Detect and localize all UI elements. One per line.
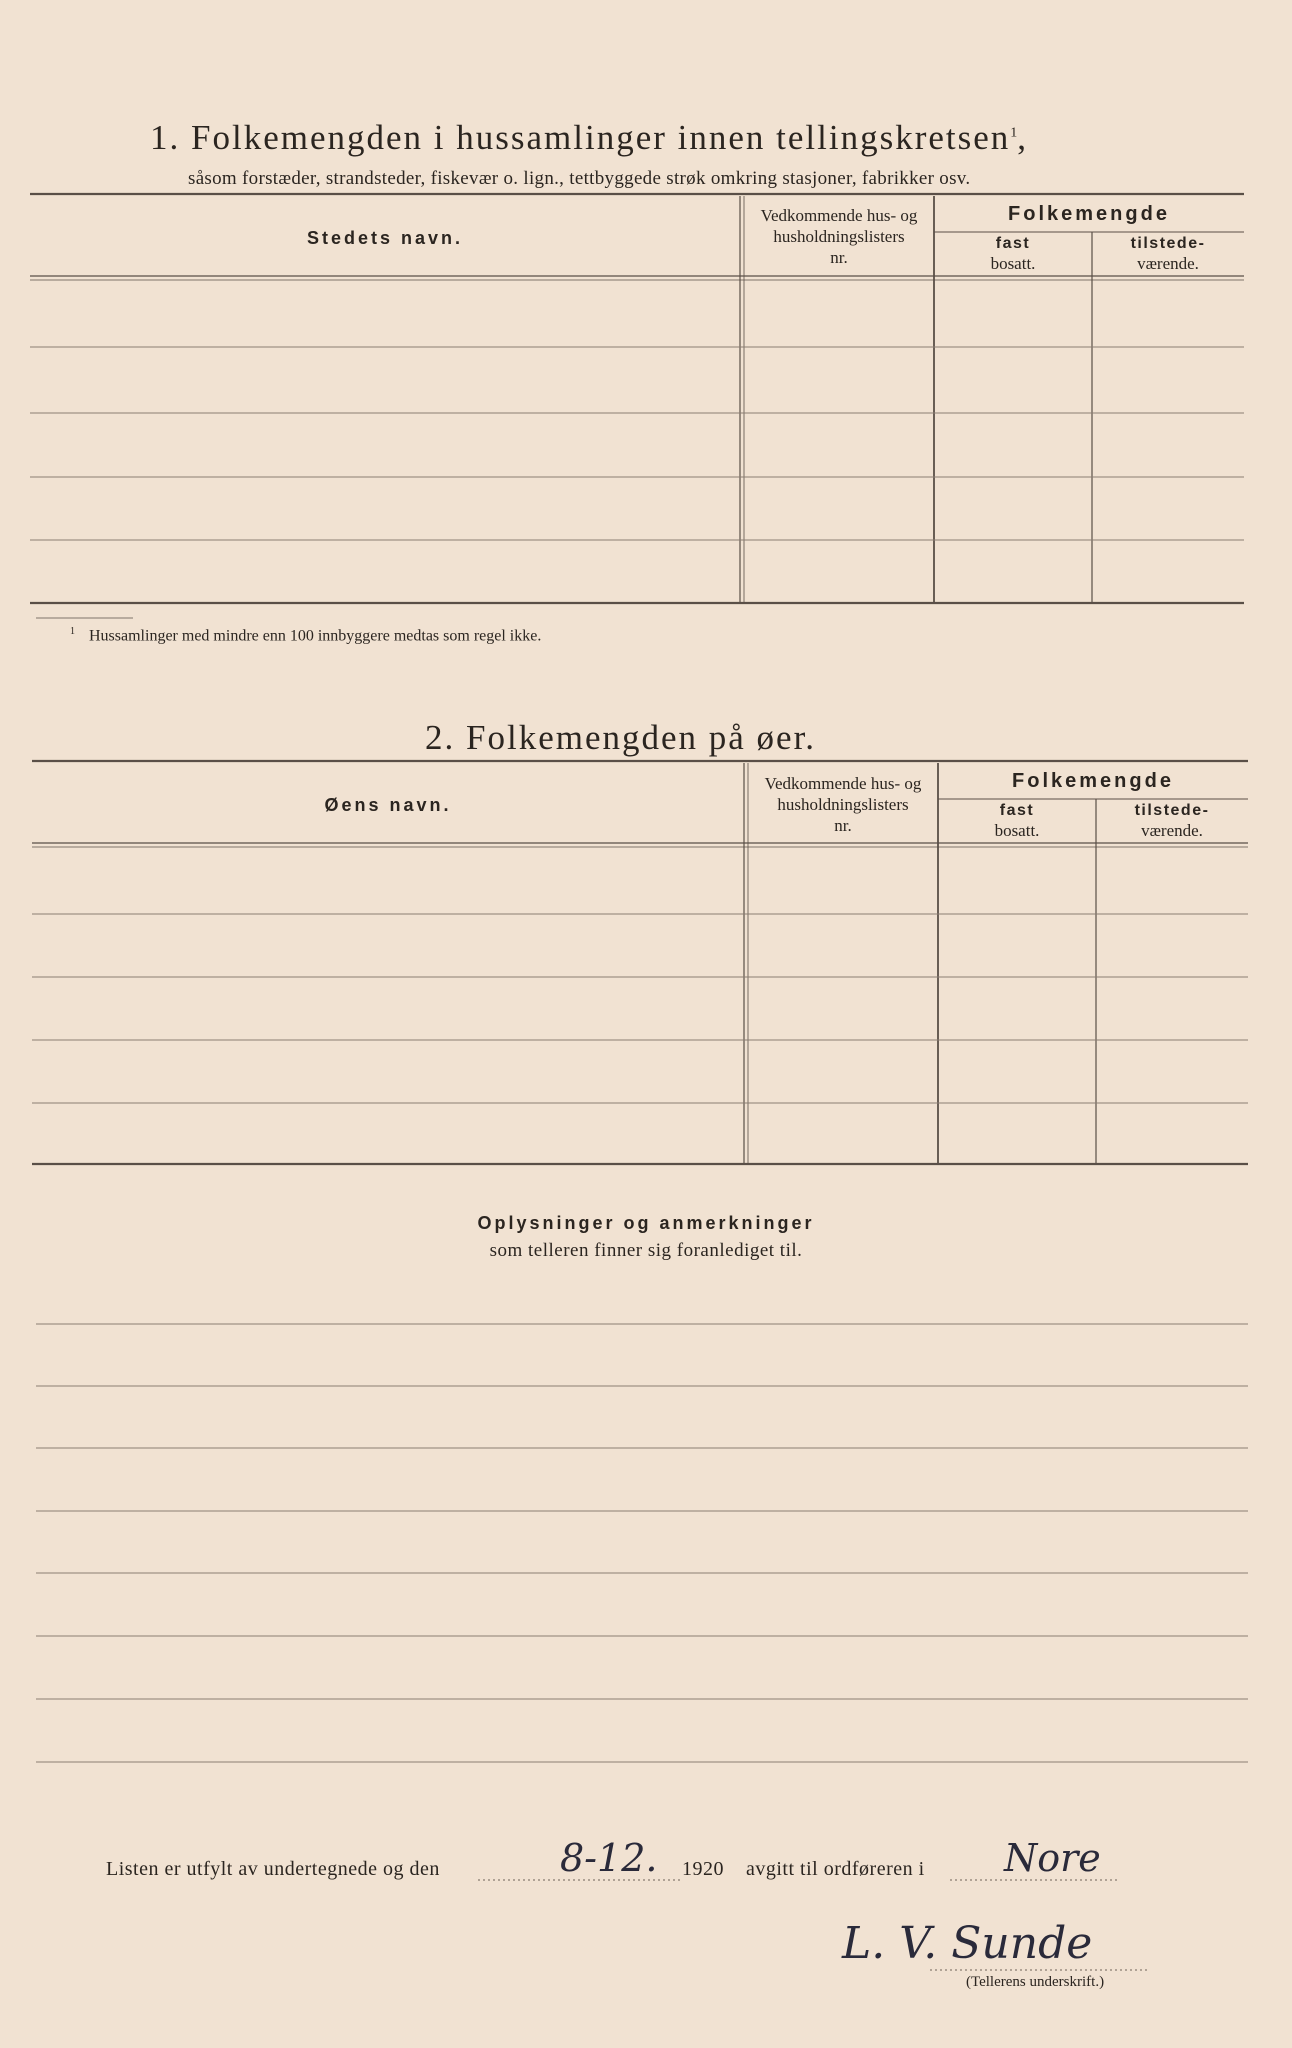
notes-subtitle: som telleren finner sig foranlediget til. [489, 1240, 803, 1261]
section1-title: 1. Folkemengden i hussamlinger innen tellingskretsen$^1$, [150, 118, 1029, 157]
handwritten-date: 8-12. [560, 1836, 658, 1880]
section2-col-island-name: Øens navn. [324, 795, 452, 815]
section2-col-list-number: Vedkommende hus- og husholdningslisters nr. [764, 774, 922, 835]
section1-col-place-name: Stedets navn. [306, 228, 464, 248]
section1-col-list-number: Vedkommende hus- og husholdningslisters nr. [760, 206, 918, 267]
handwritten-place: Nore [1004, 1836, 1101, 1880]
section1-col-resident: fast bosatt. [990, 235, 1036, 273]
handwritten-signature: L. V. Sunde [842, 1918, 1093, 1969]
signature-year: 1920 [682, 1858, 724, 1880]
section1-footnote: $^1$ Hussamlinger med mindre enn 100 innbyggere medtas som regel ikke. [70, 626, 542, 645]
section2-title: 2. Folkemengden på øer. [425, 718, 817, 757]
section2-col-present: tilstede- værende. [1134, 802, 1210, 840]
section1-subtitle: såsom forstæder, strandsteder, fiskevær o. lign., tettbyggede strøk omkring stasjoner, fabrikker osv. [188, 168, 971, 189]
section1-col-present: tilstede- værende. [1130, 235, 1206, 273]
notes-title: Oplysninger og anmerkninger [477, 1213, 815, 1233]
section2-col-population: Folkemengde [1012, 770, 1174, 792]
section2-col-resident: fast bosatt. [994, 802, 1040, 840]
signature-text-1: Listen er utfylt av undertegnede og den [106, 1858, 440, 1880]
section1-col-population: Folkemengde [1008, 203, 1170, 225]
signature-text-2: avgitt til ordføreren i [746, 1858, 925, 1880]
signature-caption: (Tellerens underskrift.) [966, 1974, 1105, 1990]
